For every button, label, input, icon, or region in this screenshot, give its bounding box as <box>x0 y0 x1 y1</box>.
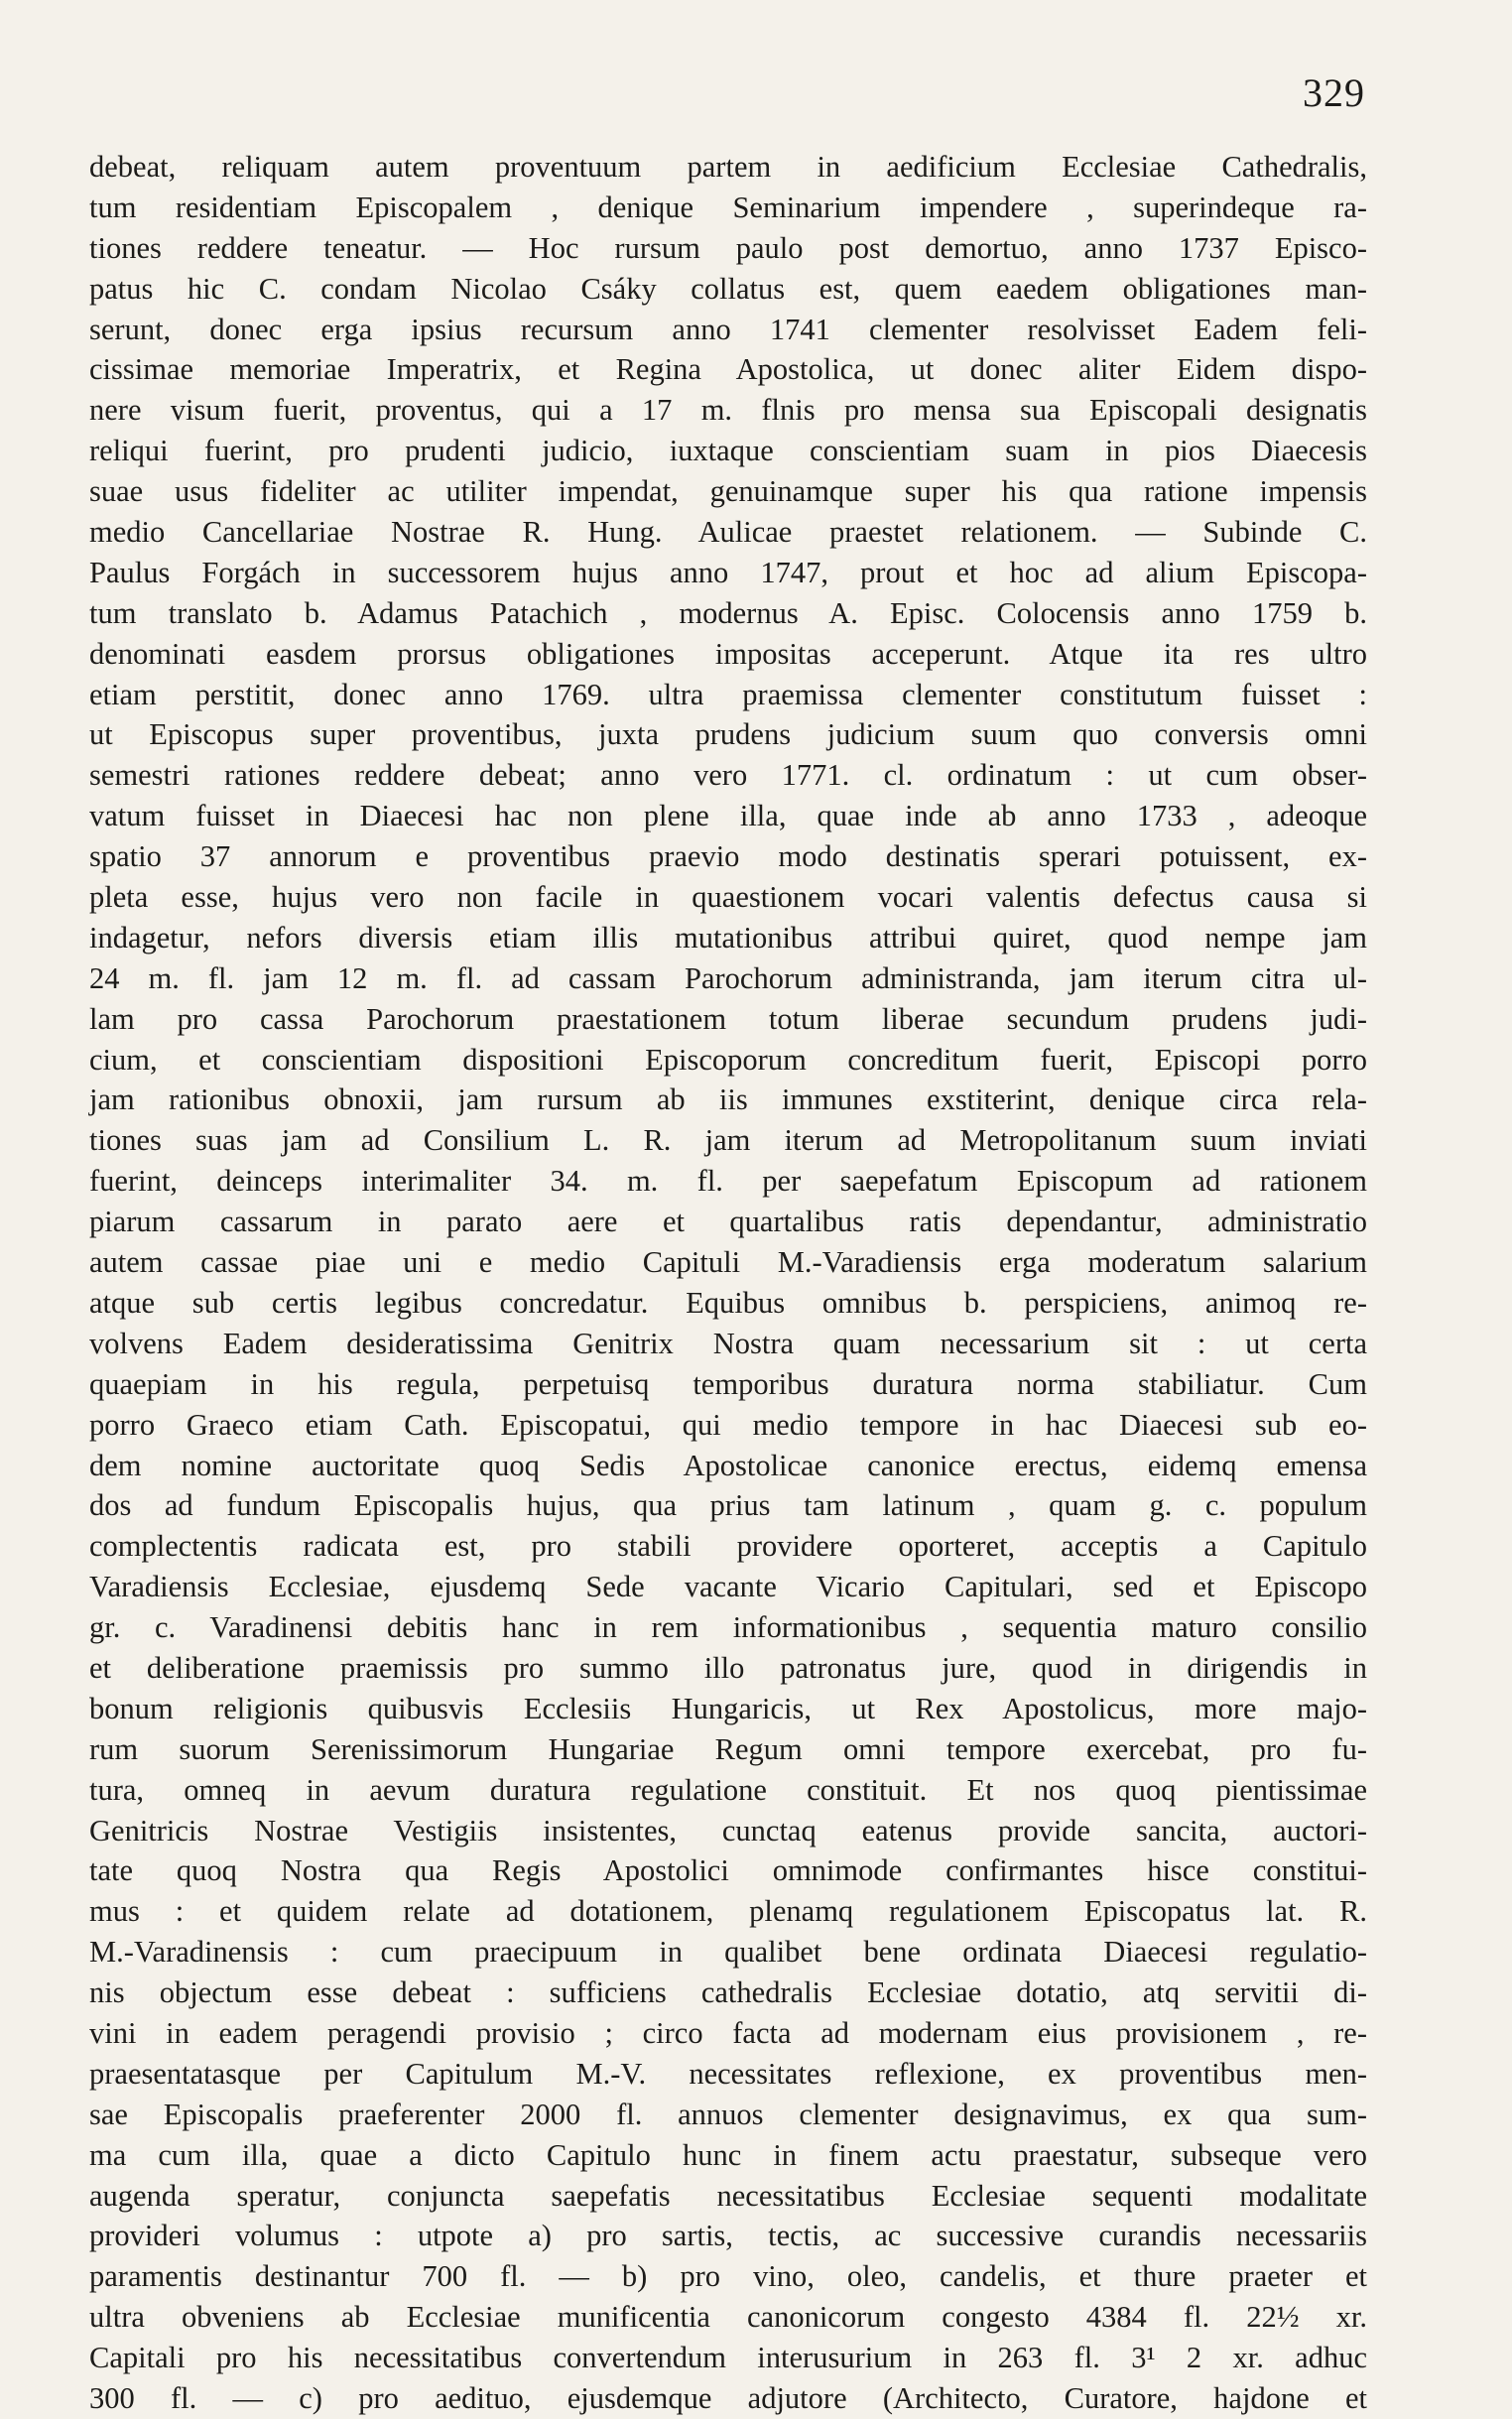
text-line: 300 fl. — c) pro aedituo, ejusdemque adjutore (Architecto, Curatore, hajdone et <box>89 2380 1367 2415</box>
text-line: ut Episcopus super proventibus, juxta prudens judicium suum quo conversis omni <box>89 717 1367 752</box>
text-line: denominati easdem prorsus obligationes impositas acceperunt. Atque ita res ultro <box>89 636 1367 671</box>
page-number: 329 <box>1303 70 1365 115</box>
text-line: quaepiam in his regula, perpetuisq temporibus duratura norma stabiliatur. Cum <box>89 1366 1367 1401</box>
text-line: nis objectum esse debeat : sufficiens cathedralis Ecclesiae dotatio, atq servitii di- <box>89 1975 1367 2010</box>
text-line: sae Episcopalis praeferenter 2000 fl. annuos clementer designavimus, ex qua sum- <box>89 2097 1367 2131</box>
text-line: porro Graeco etiam Cath. Episcopatui, qui medio tempore in hac Diaecesi sub eo- <box>89 1407 1367 1442</box>
text-line: vatum fuisset in Diaecesi hac non plene illa, quae inde ab anno 1733 , adeoque <box>89 799 1367 833</box>
text-line: fuerint, deinceps interimaliter 34. m. fl. per saepefatum Episcopum ad rationem <box>89 1164 1367 1199</box>
text-line: atque sub certis legibus concredatur. Equibus omnibus b. perspiciens, animoq re- <box>89 1285 1367 1320</box>
body-text <box>89 147 1367 2419</box>
text-line: cissimae memoriae Imperatrix, et Regina Apostolica, ut donec aliter Eidem dispo- <box>89 352 1367 387</box>
text-line: praesentatasque per Capitulum M.-V. necessitates reflexione, ex proventibus men- <box>89 2056 1367 2091</box>
text-line: serunt, donec erga ipsius recursum anno 1741 clementer resolvisset Eadem feli- <box>89 312 1367 346</box>
text-line: nere visum fuerit, proventus, qui a 17 m. flnis pro mensa sua Episcopali designatis <box>89 393 1367 428</box>
text-line: paramentis destinantur 700 fl. — b) pro vino, oleo, candelis, et thure praeter et <box>89 2259 1367 2294</box>
text-line: Genitricis Nostrae Vestigiis insistentes, cunctaq eatenus provide sancita, auctori- <box>89 1813 1367 1847</box>
text-line: provideri volumus : utpote a) pro sartis, tectis, ac successive curandis necessariis <box>89 2219 1367 2253</box>
text-line: rum suorum Serenissimorum Hungariae Regum omni tempore exercebat, pro fu- <box>89 1731 1367 1766</box>
text-line: et deliberatione praemissis pro summo illo patronatus jure, quod in dirigendis in <box>89 1650 1367 1685</box>
text-line: medio Cancellariae Nostrae R. Hung. Aulicae praestet relationem. — Subinde C. <box>89 515 1367 550</box>
text-line: autem cassae piae uni e medio Capituli M.-Varadiensis erga moderatum salarium <box>89 1245 1367 1280</box>
text-line: complectentis radicata est, pro stabili providere oporteret, acceptis a Capitulo <box>89 1529 1367 1564</box>
text-line: spatio 37 annorum e proventibus praevio modo destinatis sperari potuissent, ex- <box>89 839 1367 874</box>
text-line: augenda speratur, conjuncta saepefatis necessitatibus Ecclesiae sequenti modalitate <box>89 2178 1367 2213</box>
text-line: bonum religionis quibusvis Ecclesiis Hungaricis, ut Rex Apostolicus, more majo- <box>89 1691 1367 1725</box>
text-line: tum translato b. Adamus Patachich , modernus A. Episc. Colocensis anno 1759 b. <box>89 595 1367 630</box>
text-line: tate quoq Nostra qua Regis Apostolici omnimode confirmantes hisce constitui- <box>89 1853 1367 1888</box>
text-line: ma cum illa, quae a dicto Capitulo hunc in finem actu praestatur, subseque vero <box>89 2137 1367 2172</box>
text-line: mus : et quidem relate ad dotationem, plenamq regulationem Episcopatus lat. R. <box>89 1894 1367 1929</box>
text-line: tum residentiam Episcopalem , denique Seminarium impendere , superindeque ra- <box>89 190 1367 224</box>
text-line: reliqui fuerint, pro prudenti judicio, iuxtaque conscientiam suam in pios Diaecesis <box>89 434 1367 468</box>
text-line: vini in eadem peragendi provisio ; circo facta ad modernam eius provisionem , re- <box>89 2015 1367 2050</box>
text-line: dem nomine auctoritate quoq Sedis Apostolicae canonice erectus, eidemq emensa <box>89 1448 1367 1482</box>
text-line: M.-Varadinensis : cum praecipuum in qualibet bene ordinata Diaecesi regulatio- <box>89 1935 1367 1970</box>
text-line: semestri rationes reddere debeat; anno vero 1771. cl. ordinatum : ut cum obser- <box>89 758 1367 793</box>
text-line: etiam perstitit, donec anno 1769. ultra praemissa clementer constitutum fuisset : <box>89 677 1367 711</box>
text-line: debeat, reliquam autem proventuum partem in aedificium Ecclesiae Cathedralis, <box>89 150 1367 184</box>
text-line: jam rationibus obnoxii, jam rursum ab iis immunes exstiterint, denique circa rela- <box>89 1082 1367 1117</box>
text-line: pleta esse, hujus vero non facile in quaestionem vocari valentis defectus causa si <box>89 880 1367 915</box>
text-line: ultra obveniens ab Ecclesiae munificentia canonicorum congesto 4384 fl. 22½ xr. <box>89 2300 1367 2335</box>
text-line: 24 m. fl. jam 12 m. fl. ad cassam Parochorum administranda, jam iterum citra ul- <box>89 960 1367 995</box>
text-line: piarum cassarum in parato aere et quartalibus ratis dependantur, administratio <box>89 1205 1367 1239</box>
text-line: cium, et conscientiam dispositioni Episcoporum concreditum fuerit, Episcopi porro <box>89 1042 1367 1077</box>
text-line: Varadiensis Ecclesiae, ejusdemq Sede vacante Vicario Capitulari, sed et Episcopo <box>89 1570 1367 1604</box>
text-line: tiones suas jam ad Consilium L. R. jam iterum ad Metropolitanum suum inviati <box>89 1123 1367 1158</box>
text-line: tiones reddere teneatur. — Hoc rursum paulo post demortuo, anno 1737 Episco- <box>89 230 1367 265</box>
text-line: patus hic C. condam Nicolao Csáky collatus est, quem eaedem obligationes man- <box>89 271 1367 306</box>
text-line: dos ad fundum Episcopalis hujus, qua prius tam latinum , quam g. c. populum <box>89 1488 1367 1523</box>
text-line: suae usus fideliter ac utiliter impendat, genuinamque super his qua ratione impensis <box>89 474 1367 509</box>
text-line: volvens Eadem desideratissima Genitrix Nostra quam necessarium sit : ut certa <box>89 1326 1367 1360</box>
text-line: lam pro cassa Parochorum praestationem totum liberae secundum prudens judi- <box>89 1001 1367 1036</box>
text-line: gr. c. Varadinensi debitis hanc in rem informationibus , sequentia maturo consilio <box>89 1610 1367 1645</box>
text-line: Paulus Forgách in successorem hujus anno 1747, prout et hoc ad alium Episcopa- <box>89 555 1367 589</box>
text-line: indagetur, nefors diversis etiam illis mutationibus attribui quiret, quod nempe jam <box>89 920 1367 955</box>
text-line: tura, omneq in aevum duratura regulatione constituit. Et nos quoq pientissimae <box>89 1772 1367 1807</box>
text-line: Capitali pro his necessitatibus convertendum interusurium in 263 fl. 3¹ 2 xr. adhuc <box>89 2341 1367 2375</box>
